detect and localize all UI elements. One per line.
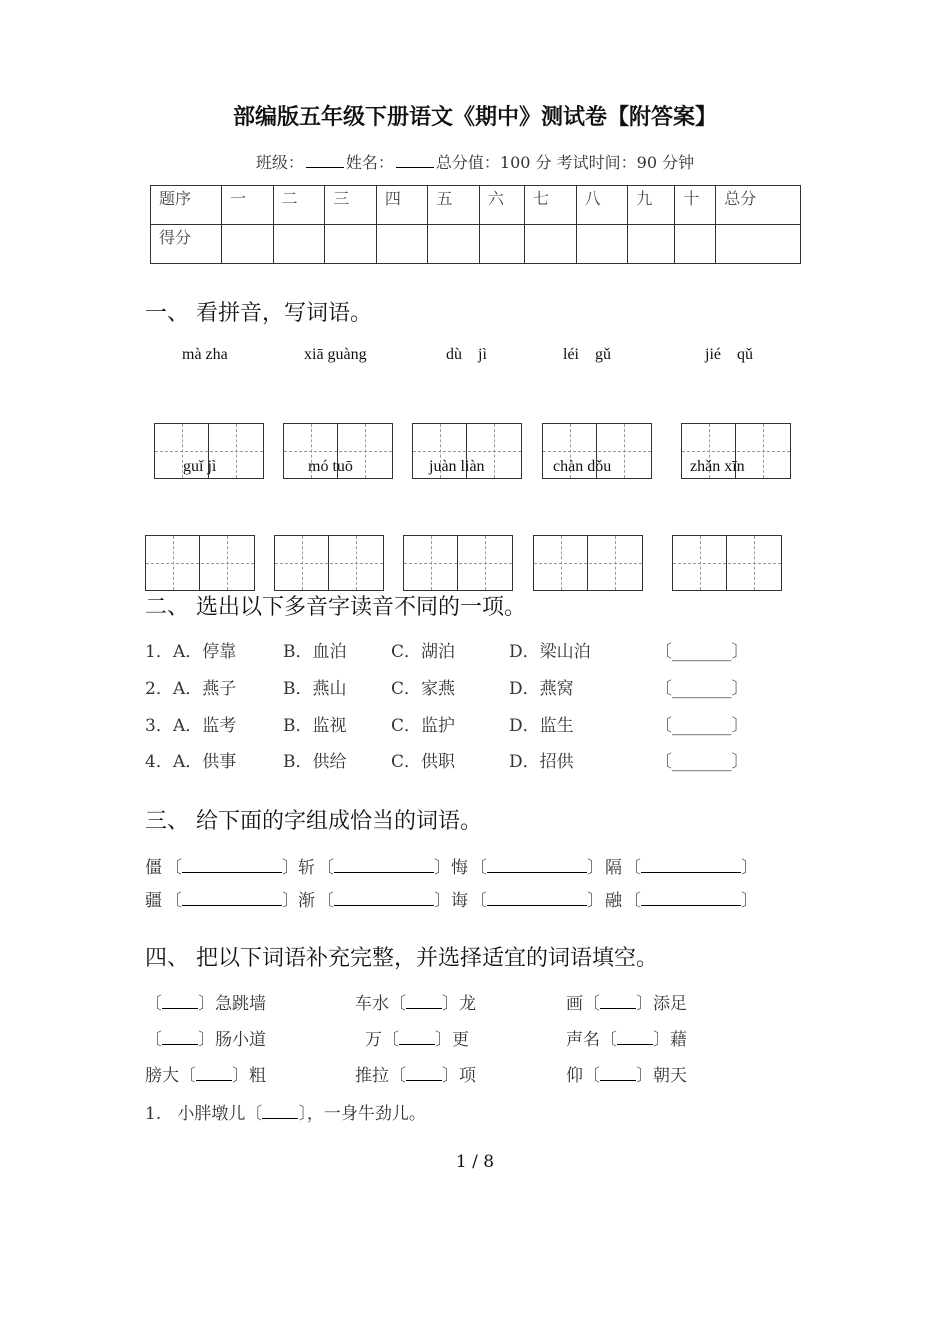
class-label: 班级： xyxy=(255,153,304,172)
idiom-item: 膀大〔 〕粗 xyxy=(145,1066,266,1086)
idiom-item: 万〔 〕更 xyxy=(365,1030,469,1050)
char-label: 疆 xyxy=(145,891,162,911)
idiom-suffix: 龙 xyxy=(459,994,476,1014)
answer-blank[interactable]: 〔_______〕 xyxy=(655,679,749,699)
option-c[interactable]: C．湖泊 xyxy=(391,642,456,662)
total-label: 总分值：100 分 考试时间：90 分钟 xyxy=(435,153,695,172)
option-c[interactable]: C．监护 xyxy=(391,716,456,736)
score-cell[interactable] xyxy=(716,225,801,264)
writing-grid[interactable] xyxy=(533,535,643,591)
score-header-cell: 二 xyxy=(273,186,325,225)
score-header-cell: 四 xyxy=(376,186,428,225)
pinyin-label: xiā guàng xyxy=(304,346,367,363)
fill-sentence xyxy=(145,1099,426,1124)
idiom-suffix: 朝天 xyxy=(653,1066,687,1086)
score-table xyxy=(150,185,801,264)
score-header-cell: 七 xyxy=(525,186,577,225)
pinyin-label: léi gǔ xyxy=(563,346,611,363)
idiom-prefix: 仰 xyxy=(566,1066,583,1086)
score-header-cell: 五 xyxy=(428,186,480,225)
idiom-blank[interactable] xyxy=(196,1064,232,1081)
answer-blank[interactable]: 〔_______〕 xyxy=(655,642,749,662)
option-b[interactable]: B．燕山 xyxy=(283,679,347,699)
option-a[interactable]: A．监考 xyxy=(173,716,237,736)
char-label: 渐 xyxy=(298,891,315,911)
char-label: 隔 xyxy=(605,858,622,878)
page-number: 1 / 8 xyxy=(455,1152,495,1172)
option-d[interactable]: D．燕窝 xyxy=(509,679,574,699)
score-cell[interactable] xyxy=(628,225,675,264)
class-blank[interactable] xyxy=(306,151,344,168)
option-d[interactable]: D．招供 xyxy=(509,752,574,772)
pinyin-label: jié qǔ xyxy=(705,346,753,363)
idiom-blank[interactable] xyxy=(600,992,636,1009)
char-label: 斩 xyxy=(298,858,315,878)
section3-heading: 三、 给下面的字组成恰当的词语。 xyxy=(145,809,482,834)
word-building-row xyxy=(145,886,765,916)
pinyin-label: mó tuō xyxy=(308,458,353,475)
score-header-cell: 八 xyxy=(576,186,628,225)
idiom-grid xyxy=(145,989,765,1109)
idiom-blank[interactable] xyxy=(162,1028,198,1045)
score-header-cell: 十 xyxy=(675,186,716,225)
word-blank[interactable]: 〔 〕 xyxy=(624,891,758,911)
idiom-blank[interactable] xyxy=(617,1028,653,1045)
score-header-cell: 九 xyxy=(628,186,675,225)
name-label: 姓名： xyxy=(345,153,394,172)
option-b[interactable]: B．血泊 xyxy=(283,642,347,662)
question-number: 3． xyxy=(145,716,173,736)
score-value-row xyxy=(151,225,801,264)
pinyin-label: juàn liàn xyxy=(429,458,485,475)
page-title: 部编版五年级下册语文《期中》测试卷【附答案】 xyxy=(232,104,717,130)
section4-heading: 四、 把以下词语补充完整，并选择适宜的词语填空。 xyxy=(145,946,658,971)
score-header-cell: 一 xyxy=(222,186,274,225)
question-number: 2． xyxy=(145,679,173,699)
idiom-suffix: 项 xyxy=(459,1066,476,1086)
score-row-label: 得分 xyxy=(151,225,222,264)
question-number: 4． xyxy=(145,752,173,772)
exam-info xyxy=(0,150,950,173)
idiom-suffix: 粗 xyxy=(249,1066,266,1086)
word-blank[interactable]: 〔 〕 xyxy=(165,891,299,911)
idiom-prefix: 膀大 xyxy=(145,1066,179,1086)
sentence-prefix: 1. 小胖墩儿〔 xyxy=(145,1104,263,1124)
idiom-item: 声名〔 〕藉 xyxy=(566,1030,687,1050)
score-cell[interactable] xyxy=(675,225,716,264)
option-b[interactable]: B．监视 xyxy=(283,716,347,736)
idiom-prefix: 声名 xyxy=(566,1030,600,1050)
pinyin-label: zhǎn xīn xyxy=(690,458,745,475)
idiom-blank[interactable] xyxy=(406,992,442,1009)
pinyin-label: chàn dǒu xyxy=(553,458,612,475)
score-cell[interactable] xyxy=(376,225,428,264)
score-cell[interactable] xyxy=(428,225,480,264)
idiom-item: 车水〔 〕龙 xyxy=(355,994,476,1014)
idiom-suffix: 更 xyxy=(452,1030,469,1050)
writing-grid[interactable] xyxy=(274,535,384,591)
score-header-row xyxy=(151,186,801,225)
writing-grid[interactable] xyxy=(145,535,255,591)
idiom-blank[interactable] xyxy=(399,1028,435,1045)
idiom-blank[interactable] xyxy=(600,1064,636,1081)
polyphone-list xyxy=(145,637,765,787)
score-cell[interactable] xyxy=(325,225,377,264)
score-cell[interactable] xyxy=(480,225,525,264)
score-header-cell: 六 xyxy=(480,186,525,225)
idiom-blank[interactable] xyxy=(162,992,198,1009)
idiom-suffix: 添足 xyxy=(653,994,687,1014)
answer-blank[interactable]: 〔_______〕 xyxy=(655,716,749,736)
writing-grid[interactable] xyxy=(403,535,513,591)
word-blank[interactable]: 〔 〕 xyxy=(470,858,604,878)
score-cell[interactable] xyxy=(222,225,274,264)
section2-heading: 二、 选出以下多音字读音不同的一项。 xyxy=(145,595,526,620)
option-c[interactable]: C．家燕 xyxy=(391,679,456,699)
pinyin-label: mà zha xyxy=(182,346,228,363)
sentence-blank[interactable] xyxy=(262,1102,298,1119)
option-a[interactable]: A．供事 xyxy=(173,752,237,772)
idiom-prefix: 画 xyxy=(566,994,583,1014)
char-label: 诲 xyxy=(451,891,468,911)
idiom-item: 〔 〕急跳墙 xyxy=(145,994,266,1014)
score-header-cell: 总分 xyxy=(716,186,801,225)
idiom-suffix: 藉 xyxy=(670,1030,687,1050)
char-label: 悔 xyxy=(451,858,468,878)
idiom-suffix: 急跳墙 xyxy=(215,994,266,1014)
name-blank[interactable] xyxy=(396,151,434,168)
idiom-item: 仰〔 〕朝天 xyxy=(566,1066,687,1086)
word-blank[interactable]: 〔 〕 xyxy=(470,891,604,911)
option-b[interactable]: B．供给 xyxy=(283,752,347,772)
question-number: 1． xyxy=(145,642,173,662)
score-cell[interactable] xyxy=(273,225,325,264)
word-blank[interactable]: 〔 〕 xyxy=(165,858,299,878)
option-d[interactable]: D．梁山泊 xyxy=(509,642,591,662)
idiom-blank[interactable] xyxy=(406,1064,442,1081)
option-a[interactable]: A．燕子 xyxy=(173,679,237,699)
option-c[interactable]: C．供职 xyxy=(391,752,456,772)
score-header-cell: 题序 xyxy=(151,186,222,225)
idiom-prefix: 车水 xyxy=(355,994,389,1014)
char-label: 融 xyxy=(605,891,622,911)
word-blank[interactable]: 〔 〕 xyxy=(317,858,451,878)
idiom-prefix: 万 xyxy=(365,1030,382,1050)
word-building-row xyxy=(145,853,765,883)
score-header-cell: 三 xyxy=(325,186,377,225)
word-blank[interactable]: 〔 〕 xyxy=(317,891,451,911)
pinyin-label: dù jì xyxy=(446,346,487,363)
idiom-item: 推拉〔 〕项 xyxy=(355,1066,476,1086)
score-cell[interactable] xyxy=(525,225,577,264)
option-a[interactable]: A．停靠 xyxy=(173,642,237,662)
section1-heading: 一、 看拼音，写词语。 xyxy=(145,301,372,326)
word-blank[interactable]: 〔 〕 xyxy=(624,858,758,878)
pinyin-label: guǐ jì xyxy=(183,458,217,475)
answer-blank[interactable]: 〔_______〕 xyxy=(655,752,749,772)
idiom-suffix: 肠小道 xyxy=(215,1030,266,1050)
idiom-prefix: 推拉 xyxy=(355,1066,389,1086)
sentence-suffix: 〕，一身牛劲儿。 xyxy=(298,1104,426,1124)
char-label: 僵 xyxy=(145,858,162,878)
idiom-item: 〔 〕肠小道 xyxy=(145,1030,266,1050)
idiom-item: 画〔 〕添足 xyxy=(566,994,687,1014)
option-d[interactable]: D．监生 xyxy=(509,716,574,736)
writing-grid[interactable] xyxy=(672,535,782,591)
score-cell[interactable] xyxy=(576,225,628,264)
